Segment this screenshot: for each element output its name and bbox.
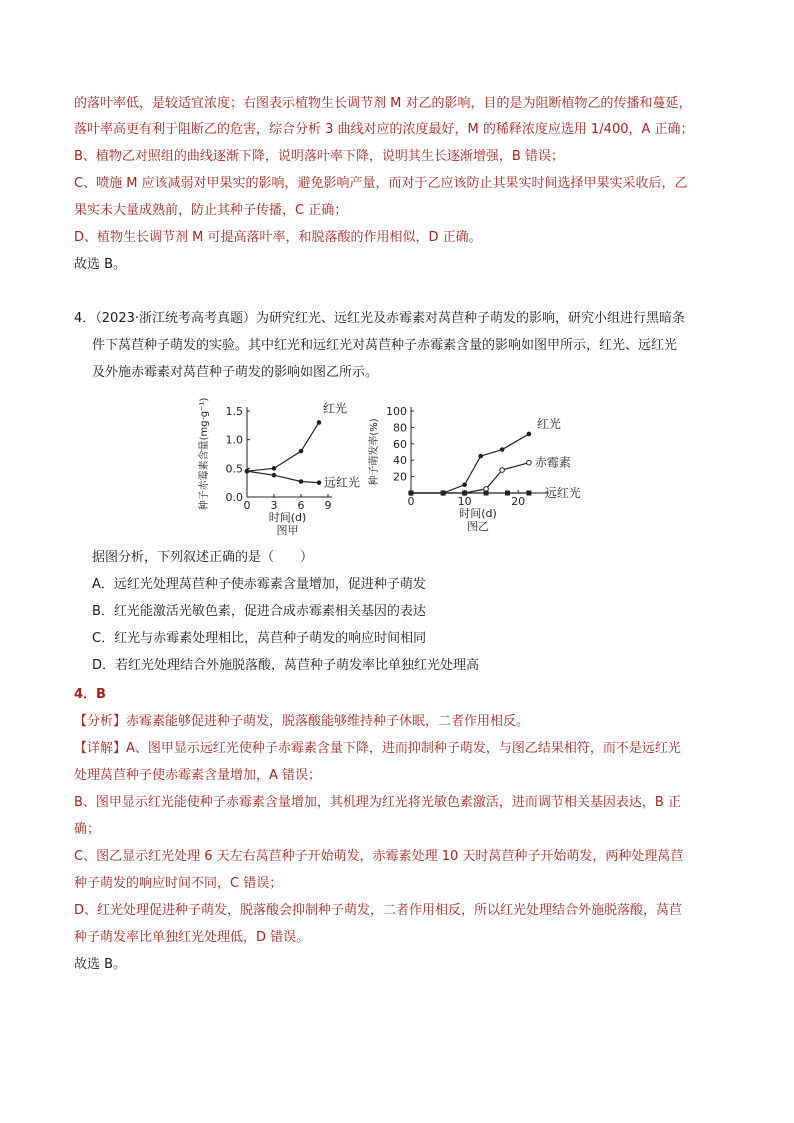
question-stem-1: 为研究红光、远红光及赤霉素对莴苣种子萌发的影响，研究小组进行黑暗条 [256,311,686,326]
yi-x-tick-label: 0 [407,495,415,508]
detail-a-text-1: A、图甲显示远红光使种子赤霉素含量下降，进而抑制种子萌发，与图乙结果相符，而不是远红光 [126,741,681,756]
yi-point [527,432,532,437]
prev-answer-line-1: 的落叶率低，是较适宜浓度；右图表示植物生长调节剂 M 对乙的影响，目的是为阻断植物乙的传播和蔓延， [74,96,692,111]
yi-y-tick-label: 60 [393,437,407,451]
jia-x-tick-label: 9 [324,499,332,512]
yi-x-axis-label: 时间(d) [459,507,497,520]
prev-answer-line-2: 落叶率高更有利于阻断乙的危害，综合分析 3 曲线对应的浓度最好，M 的稀释浓度应选用 1/400，A 正确； [74,122,694,137]
jia-series-label: 红光 [323,401,348,416]
jia-x-tick-label: 6 [297,499,305,512]
detail-b-line-1: B、图甲显示红光能使种子赤霉素含量增加，其机理为红光将光敏色素激活，进而调节相关基因表达，B 正 [74,795,681,810]
option-c[interactable]: C．红光与赤霉素处理相比，莴苣种子萌发的响应时间相同 [92,631,427,646]
yi-x-tick-label: 20 [511,495,526,508]
jia-point [299,479,304,484]
detail-a-line-1 [74,736,724,762]
question-number: 4． [74,311,96,326]
jia-series-label: 远红光 [324,475,361,490]
jia-y-tick-label: 1.5 [225,405,243,418]
jia-y-tick-label: 1.0 [225,433,243,447]
analysis-text: 赤霉素能够促进种子萌发，脱落酸能够维持种子休眠，二者作用相反。 [126,714,530,729]
yi-point [526,491,531,496]
option-b[interactable]: B．红光能激活光敏色素，促进合成赤霉素相关基因的表达 [92,604,426,619]
jia-point [245,469,250,474]
jia-x-tick-label: 0 [243,499,251,512]
question-stem-2: 件下莴苣种子萌发的实验。其中红光和远红光对莴苣种子赤霉素含量的影响如图甲所示，红光、远红光 [92,338,678,353]
option-d[interactable]: D．若红光处理结合外施脱落酸，莴苣种子萌发率比单独红光处理高 [92,658,480,673]
figure-jia-chart [195,395,380,540]
jia-y-axis-label: 种子赤霉素含量(mg·g⁻¹) [199,397,210,511]
answer-label: 4．B [74,687,106,702]
yi-y-tick-label: 20 [393,470,407,484]
yi-point [462,483,467,488]
yi-point [441,491,446,496]
detail-c-line-1: C、图乙显示红光处理 6 天左右莴苣种子开始萌发，赤霉素处理 10 天时莴苣种子开始萌发，两种处理莴苣 [74,849,684,864]
yi-x-tick-label: 10 [457,495,472,508]
question-first-line [74,306,724,332]
yi-point [484,491,489,496]
detail-a-line-2: 处理莴苣种子使赤霉素含量增加，A 错误； [74,768,322,783]
yi-point [527,460,532,465]
yi-y-tick-label: 100 [386,405,407,418]
prev-answer-line-4: C、喷施 M 应该减弱对甲果实的影响，避免影响产量，而对于乙应该防止其果实时间选择甲果实采收后，乙 [74,176,688,191]
yi-point [500,447,505,452]
yi-point [500,468,505,473]
yi-series-label: 红光 [536,416,561,431]
question-stem-3: 及外施赤霉素对莴苣种子萌发的影响如图乙所示。 [92,365,379,380]
analysis-tag: 【分析】 [74,714,127,729]
analysis-line [74,709,724,735]
jia-x-tick-label: 3 [270,499,278,512]
prev-answer-line-5: 果实未大量成熟前，防止其种子传播，C 正确； [74,203,348,218]
yi-series-line [411,463,529,493]
detail-tag: 【详解】 [74,741,127,756]
yi-point [505,491,510,496]
jia-series-line [247,471,319,482]
jia-x-axis-label: 时间(d) [268,511,307,524]
detail-b-line-2: 确； [74,822,101,837]
yi-point [462,491,467,496]
yi-series-label: 赤霉素 [534,455,571,470]
question-prompt: 据图分析，下列叙述正确的是（ ） [92,550,314,565]
yi-point [409,491,414,496]
question-source: （2023·浙江统考高考真题） [95,311,256,326]
answer-conclusion: 故选 B。 [74,957,127,972]
yi-series-label: 远红光 [544,486,581,500]
jia-point [272,473,277,478]
figure-yi-chart [365,395,625,540]
yi-point [478,454,483,459]
option-a[interactable]: A．远红光处理莴苣种子使赤霉素含量增加，促进种子萌发 [92,577,426,592]
yi-caption: 图乙 [467,520,489,533]
jia-point [272,466,277,471]
jia-series-line [247,422,319,471]
jia-point [299,449,304,454]
detail-c-line-2: 种子萌发的响应时间不同，C 错误； [74,876,283,891]
yi-y-tick-label: 80 [393,421,407,435]
jia-point [317,480,322,485]
prev-answer-line-3: B、植物乙对照组的曲线逐渐下降，说明落叶率下降，说明其生长逐渐增强，B 错误； [74,149,564,164]
yi-y-axis-label: 种子萌发率(%) [369,418,380,486]
jia-y-tick-label: 0.5 [225,462,243,476]
jia-y-tick-label: 0.0 [225,491,243,504]
detail-d-line-1: D、红光处理促进种子萌发，脱落酸会抑制种子萌发，二者作用相反，所以红光处理结合外施脱落酸，莴苣 [74,903,683,918]
prev-answer-conclusion: 故选 B。 [74,257,127,272]
yi-y-tick-label: 40 [393,454,407,468]
jia-caption: 图甲 [276,524,299,537]
prev-answer-line-6: D、植物生长调节剂 M 可提高落叶率，和脱落酸的作用相似，D 正确。 [74,230,482,245]
yi-series-line [411,434,529,493]
detail-d-line-2: 种子萌发率比单独红光处理低，D 错误。 [74,930,310,945]
jia-point [317,420,322,425]
